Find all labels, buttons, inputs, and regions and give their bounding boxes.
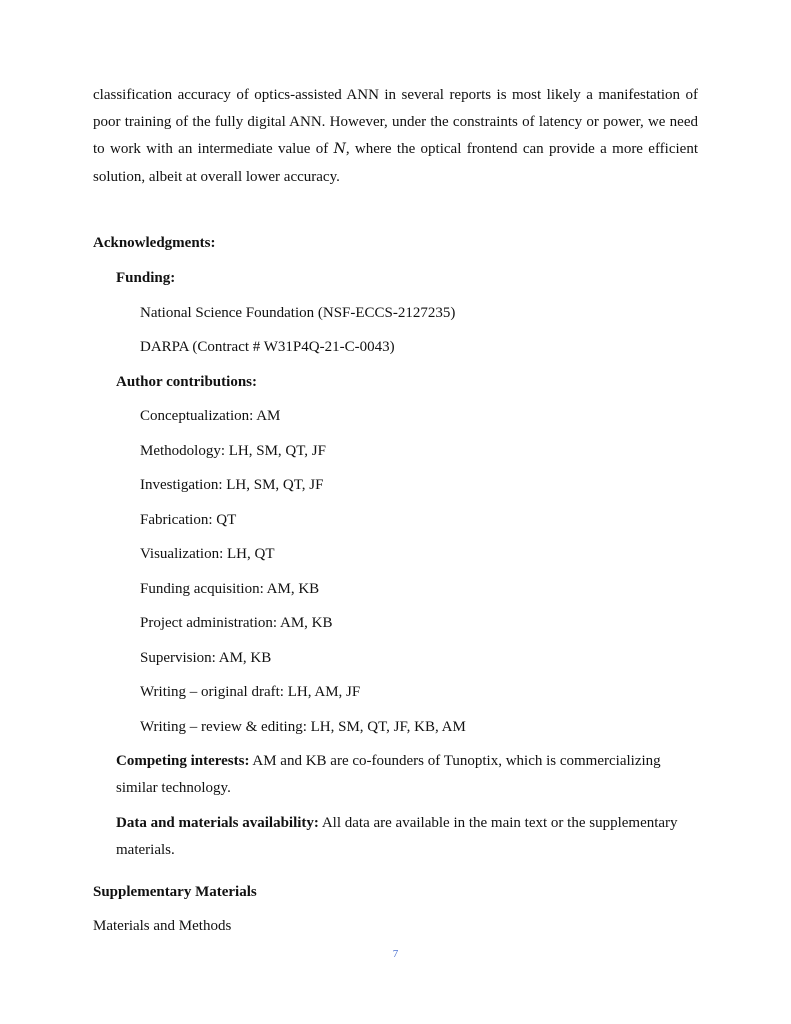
data-availability-text: All data are available in the main text or the supplementary materials.: [116, 815, 678, 858]
data-availability-paragraph: [116, 810, 698, 864]
supplementary-heading: Supplementary Materials: [93, 884, 257, 900]
contributions-heading: Author contributions:: [116, 374, 257, 390]
acknowledgments-heading: Acknowledgments:: [93, 235, 216, 251]
contribution-item: Methodology: LH, SM, QT, JF: [140, 443, 326, 459]
contribution-item: Funding acquisition: AM, KB: [140, 581, 320, 597]
intro-text-part2: , where the optical frontend can provide a more efficient solution, albeit at overall lower accuracy.: [93, 141, 698, 185]
contribution-item: Visualization: LH, QT: [140, 546, 275, 562]
intro-math-variable: N: [333, 141, 346, 158]
funding-item-nsf: National Science Foundation (NSF-ECCS-2127235): [140, 305, 456, 321]
contribution-item: Writing – review & editing: LH, SM, QT, JF, KB, AM: [140, 719, 466, 735]
funding-item-darpa: DARPA (Contract # W31P4Q-21-C-0043): [140, 339, 395, 355]
competing-interests-text: AM and KB are co-founders of Tunoptix, which is commercializing similar technology.: [116, 753, 661, 796]
contribution-item: Supervision: AM, KB: [140, 650, 272, 666]
funding-heading: Funding:: [116, 270, 176, 286]
supplementary-item: Materials and Methods: [93, 918, 232, 934]
intro-paragraph: [93, 82, 698, 191]
contribution-item: Fabrication: QT: [140, 512, 237, 528]
contribution-item: Project administration: AM, KB: [140, 615, 333, 631]
contribution-item: Conceptualization: AM: [140, 408, 281, 424]
contribution-item: Investigation: LH, SM, QT, JF: [140, 477, 324, 493]
data-availability-label: Data and materials availability:: [116, 815, 319, 831]
intro-text-part1: classification accuracy of optics-assisted ANN in several reports is most likely a manifestation of poor training of the fully digital ANN. However, under the constraints of latency or power, we need to work with an intermediate value of: [93, 87, 698, 158]
contribution-item: Writing – original draft: LH, AM, JF: [140, 684, 361, 700]
competing-interests-label: Competing interests:: [116, 753, 250, 769]
competing-interests-paragraph: [116, 748, 698, 802]
page-number: 7: [392, 948, 399, 960]
